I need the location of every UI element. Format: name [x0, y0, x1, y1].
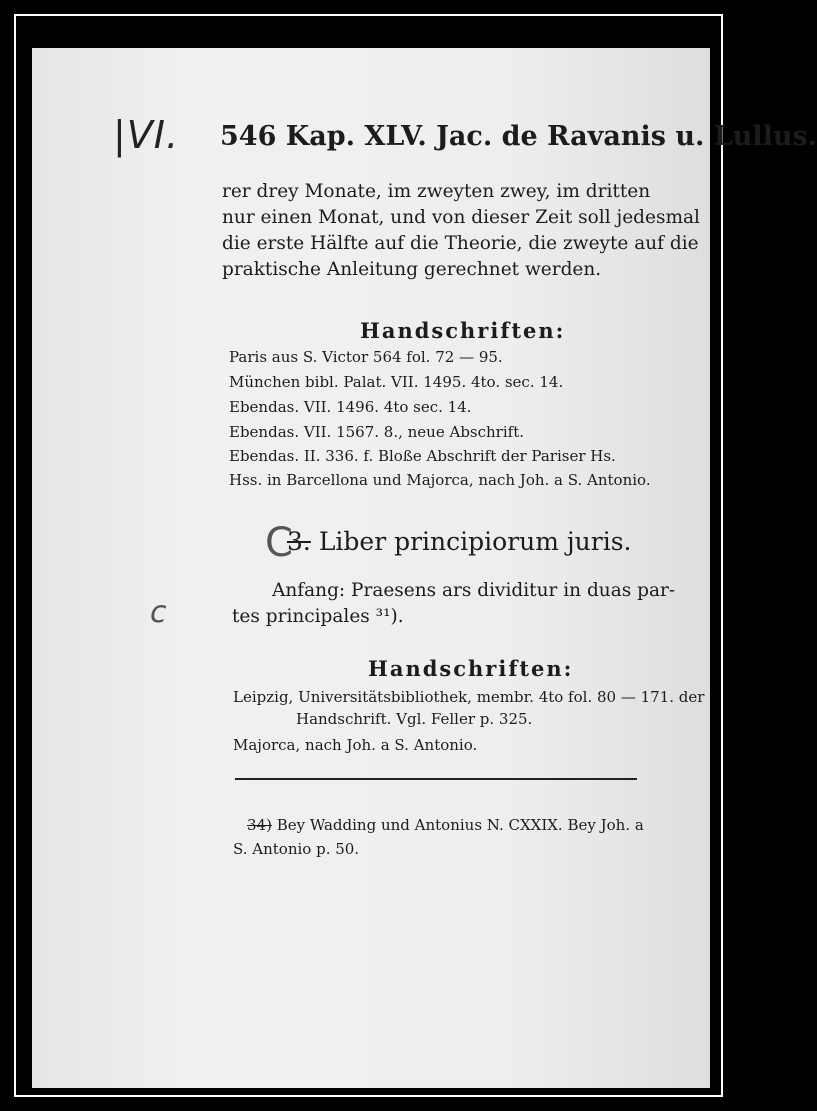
manuscript-entry: Majorca, nach Joh. a S. Antonio. — [233, 736, 478, 754]
manuscript-entry: Hss. in Barcellona und Majorca, nach Joh. a S. Antonio. — [229, 471, 651, 489]
body-line: rer drey Monate, im zweyten zwey, im dritten — [222, 181, 651, 202]
body-line: nur einen Monat, und von dieser Zeit soll jedesmal — [222, 207, 700, 228]
manuscript-entry: Leipzig, Universitätsbibliothek, membr. 4to fol. 80 — 171. der — [233, 688, 705, 706]
pencil-mark: C — [265, 520, 293, 566]
page-header: 546 Kap. XLV. Jac. de Ravanis u. Lullus. — [220, 121, 817, 152]
body-line: praktische Anleitung gerechnet werden. — [222, 259, 602, 280]
manuscript-entry: Ebendas. VII. 1496. 4to sec. 14. — [229, 398, 472, 416]
handwritten-margin-note: |VI. — [113, 113, 180, 157]
incipit-line: Anfang: Praesens ars dividitur in duas par- — [272, 580, 676, 601]
manuscript-entry: Paris aus S. Victor 564 fol. 72 — 95. — [229, 348, 503, 366]
work-number: 3. — [287, 527, 311, 556]
section-heading: Handschriften: — [368, 656, 574, 681]
footnote-text: Bey Wadding und Antonius N. CXXIX. Bey Joh. a — [276, 816, 644, 834]
document-page — [32, 48, 710, 1088]
footnote-line: S. Antonio p. 50. — [233, 840, 360, 858]
incipit-line: tes principales ³¹). — [232, 606, 404, 627]
body-line: die erste Hälfte auf die Theorie, die zweyte auf die — [222, 233, 699, 254]
footnote-marker: 34) — [247, 816, 272, 834]
section-heading: Handschriften: — [360, 318, 566, 343]
manuscript-entry: München bibl. Palat. VII. 1495. 4to. sec. 14. — [229, 373, 564, 391]
work-title-text: Liber principiorum juris. — [318, 527, 632, 556]
manuscript-entry: Ebendas. VII. 1567. 8., neue Abschrift. — [229, 423, 524, 441]
manuscript-entry: Handschrift. Vgl. Feller p. 325. — [296, 710, 533, 728]
work-title — [287, 527, 631, 556]
manuscript-entry: Ebendas. II. 336. f. Bloße Abschrift der Pariser Hs. — [229, 447, 616, 465]
footnote-line — [247, 816, 644, 834]
pencil-mark: c — [150, 595, 167, 630]
footnote-rule — [235, 778, 637, 780]
